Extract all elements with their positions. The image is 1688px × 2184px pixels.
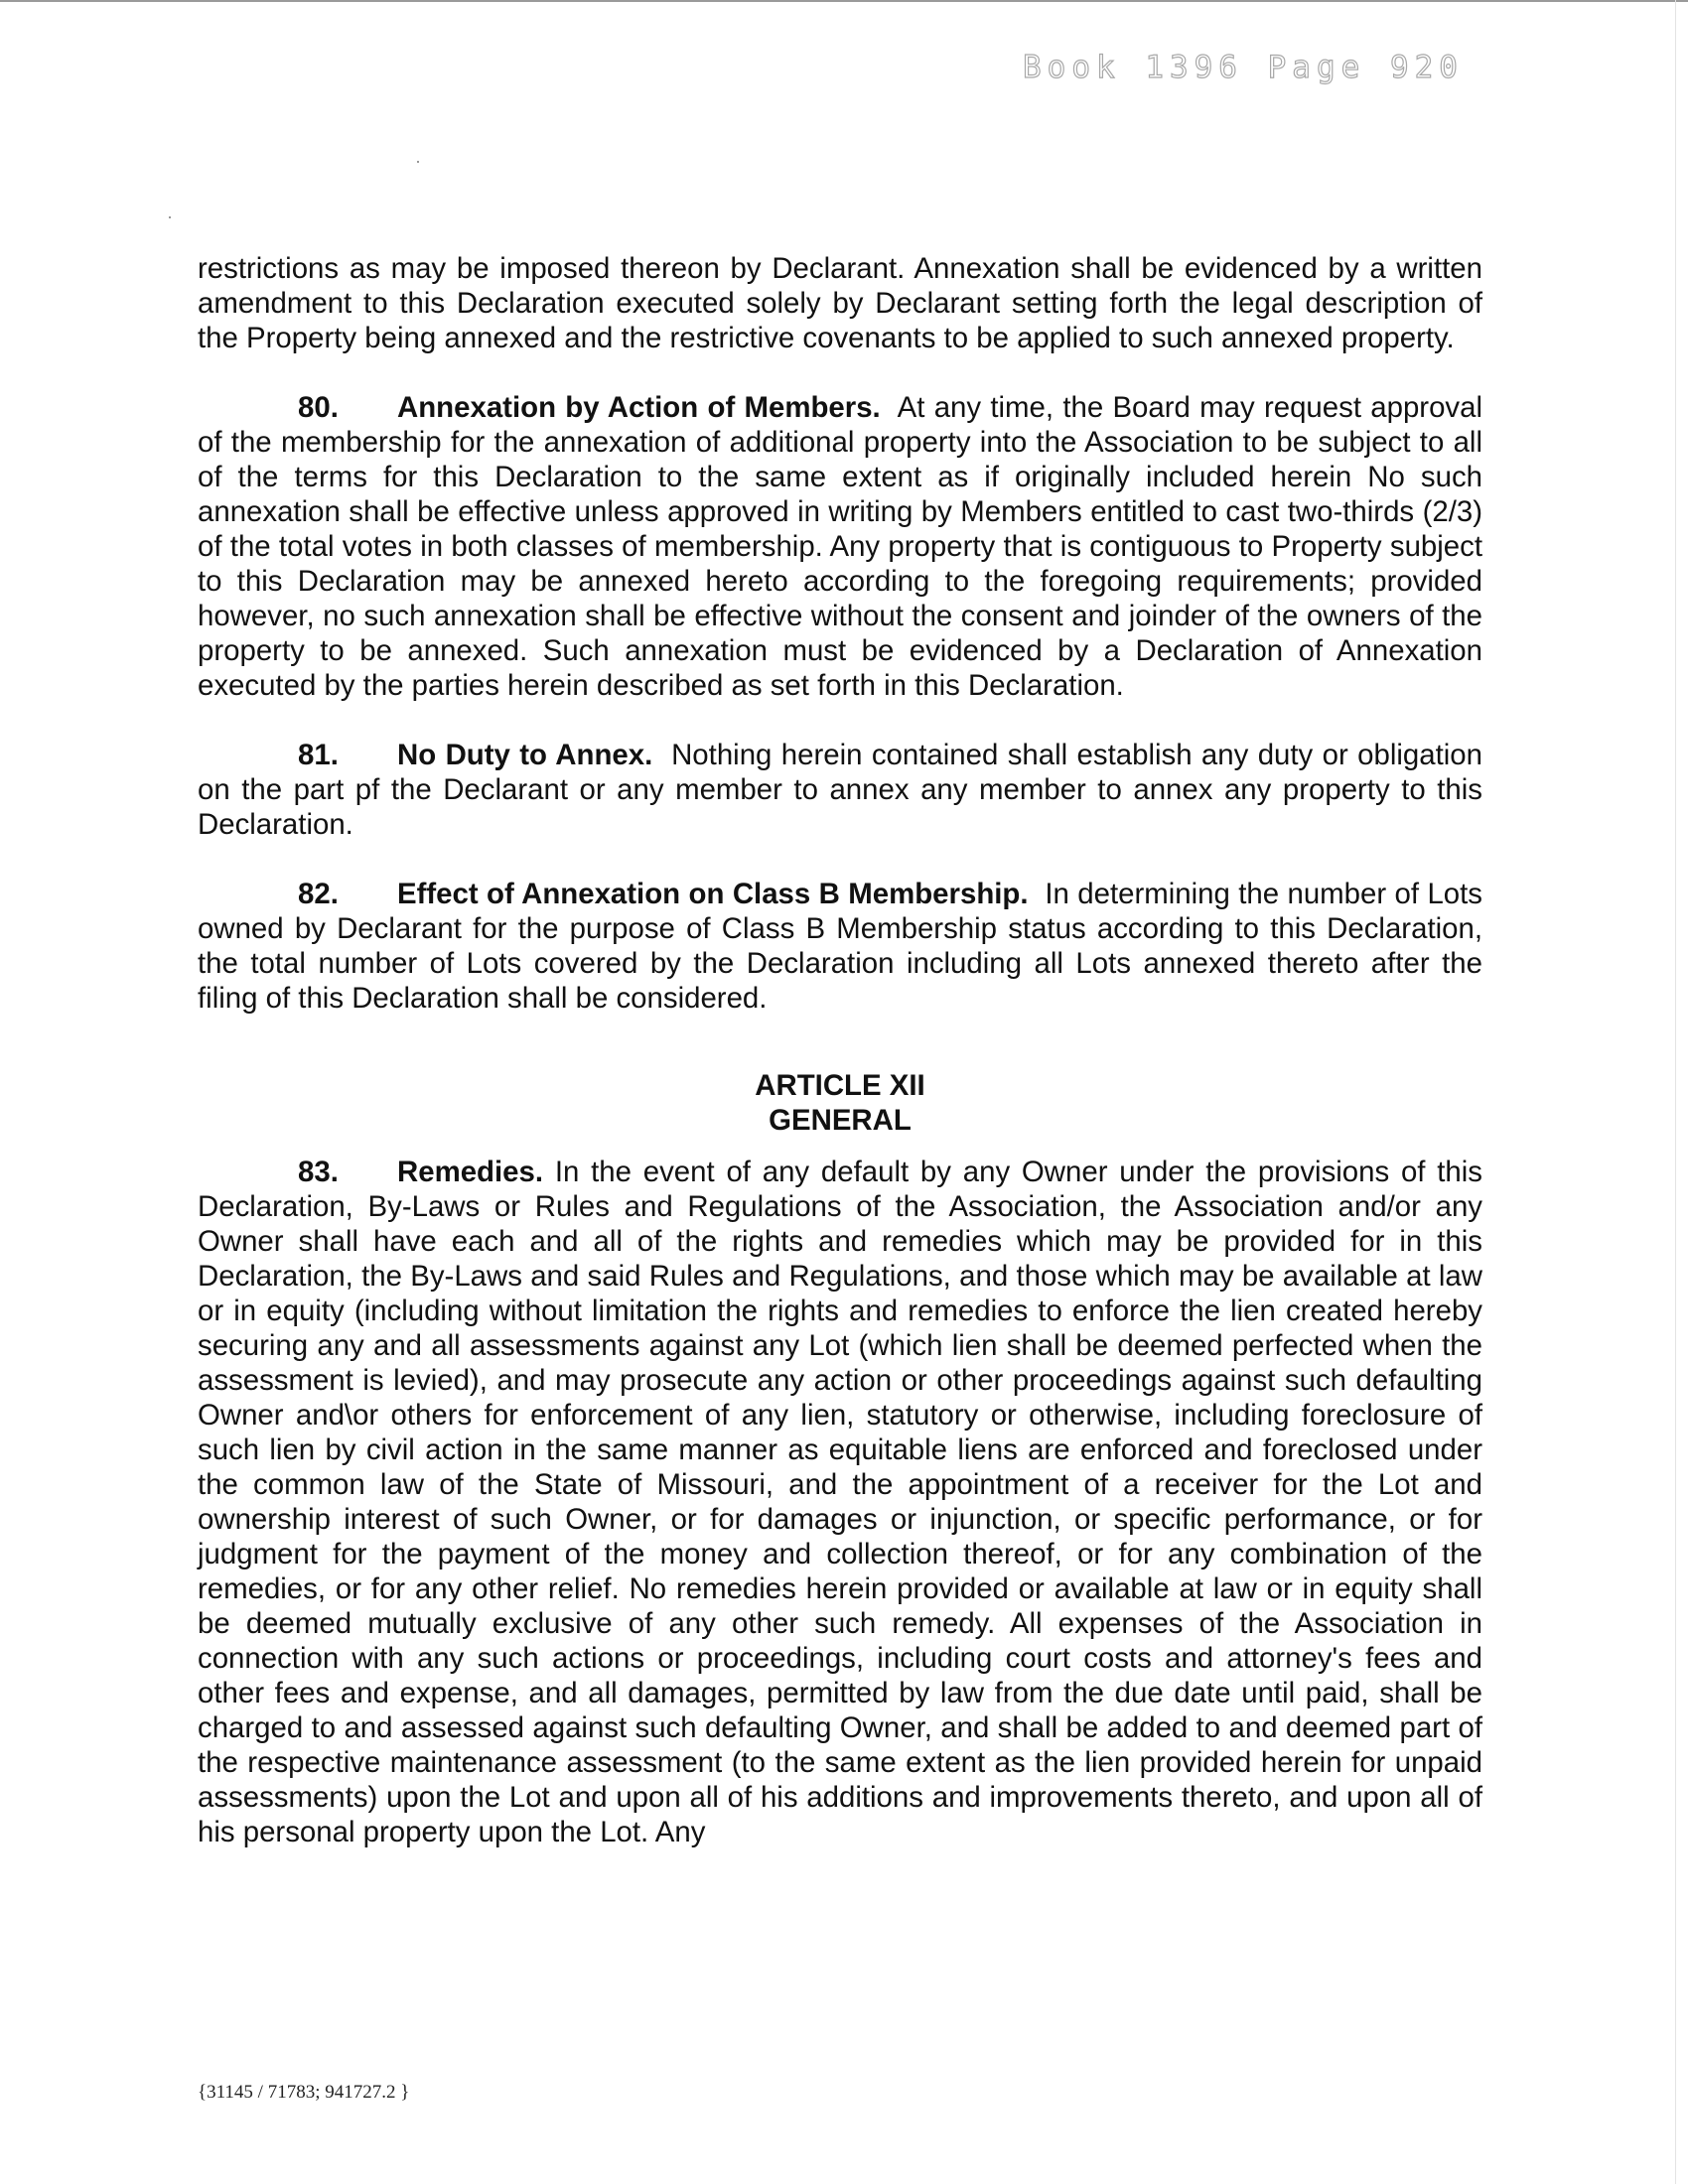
section-number: 82.: [298, 878, 339, 910]
page-right-edge: [1675, 0, 1676, 2184]
scan-speck: [169, 216, 171, 218]
section-number: 80.: [298, 391, 339, 424]
article-heading: [198, 1068, 1482, 1138]
section-83: [198, 1155, 1482, 1849]
section-heading: Annexation by Action of Members.: [397, 391, 881, 424]
section-number: 81.: [298, 739, 339, 771]
article-subtitle: GENERAL: [769, 1104, 912, 1137]
section-text: In determining the number of Lots owned by Declarant for the purpose of Class B Membership status according to this Declaration, the total number of Lots covered by the Declaration including all Lots annexed thereto after the filing of this Declaration shall be considered.: [198, 878, 1482, 1015]
section-text: At any time, the Board may request approval of the membership for the annexation of additional property into the Association to be subject to all of the terms for this Declaration to the same extent as if originally included herein No such annexation shall be effective unless approved in writing by Members entitled to cast two-thirds (2/3) of the total votes in both classes of membership. Any property that is contiguous to Property subject to this Declaration may be annexed hereto according to the foregoing requirements; provided however, no such annexation shall be effective without the consent and joinder of the owners of the property to be annexed. Such annexation must be evidenced by a Declaration of Annexation executed by the parties herein described as set forth in this Declaration.: [198, 391, 1482, 702]
book-page-stamp: Book 1396 Page 920: [1023, 50, 1464, 85]
section-80: [198, 390, 1482, 703]
section-81: [198, 738, 1482, 842]
section-82: [198, 877, 1482, 1016]
scan-speck: [417, 161, 419, 163]
page-top-border: [0, 0, 1688, 2]
document-id-footer: {31145 / 71783; 941727.2 }: [198, 2082, 410, 2103]
section-heading: Effect of Annexation on Class B Membership.: [397, 878, 1029, 910]
section-text: Nothing herein contained shall establish any duty or obligation on the part pf the Declarant or any member to annex any member to annex any property to this Declaration.: [198, 739, 1482, 841]
section-heading: No Duty to Annex.: [397, 739, 653, 771]
section-text: In the event of any default by any Owner under the provisions of this Declaration, By-Laws or Rules and Regulations of the Association, the Association and/or any Owner shall have each and all of the rights and remedies which may be provided for in this Declaration, the By-Laws and said Rules and Regulations, and those which may be available at law or in equity (including without limitation the rights and remedies to enforce the lien created hereby securing any and all assessments against any Lot (which lien shall be deemed perfected when the assessment is levied), and may prosecute any action or other proceedings against such defaulting Owner and\or others for enforcement of any lien, statutory or otherwise, including foreclosure of such lien by civil action in the same manner as equitable liens are enforced and foreclosed under the common law of the State of Missouri, and the appointment of a receiver for the Lot and ownership interest of such Owner, or for damages or injunction, or specific performance, or for judgment for the payment of the money and collection thereof, or for any combination of the remedies, or for any other relief. No remedies herein provided or available at law or in equity shall be deemed mutually exclusive of any other such remedy. All expenses of the Association in connection with any such actions or proceedings, including court costs and attorney's fees and other fees and expense, and all damages, permitted by law from the due date until paid, shall be charged to and assessed against such defaulting Owner, and shall be added to and deemed part of the respective maintenance assessment (to the same extent as the lien provided herein for unpaid assessments) upon the Lot and upon all of his additions and improvements thereto, and upon all of his personal property upon the Lot. Any: [198, 1156, 1482, 1848]
document-body: [198, 251, 1482, 1884]
article-title: ARTICLE XII: [755, 1069, 925, 1102]
section-number: 83.: [298, 1156, 339, 1188]
section-heading: Remedies.: [397, 1156, 544, 1188]
intro-paragraph: restrictions as may be imposed thereon by Declarant. Annexation shall be evidenced by a written amendment to this Declaration executed solely by Declarant setting forth the legal description of the Property being annexed and the restrictive covenants to be applied to such annexed property.: [198, 252, 1482, 354]
